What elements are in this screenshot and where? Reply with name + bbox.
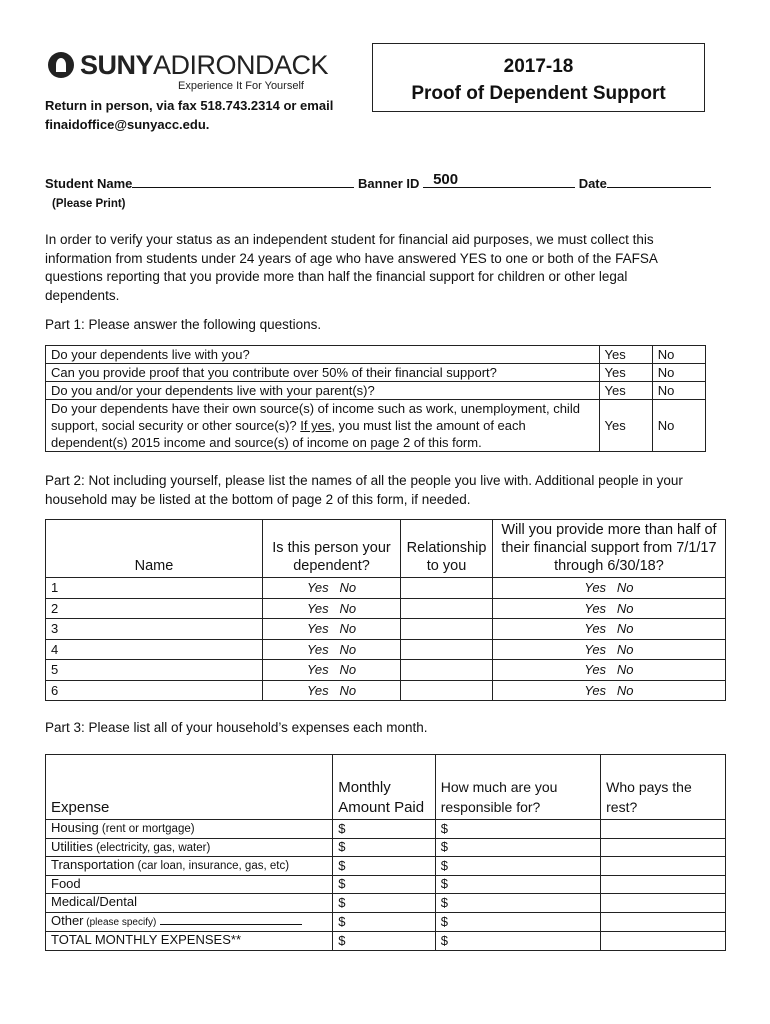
student-info-line: Student Name Banner ID 500 Date	[45, 175, 711, 191]
table-row: Food $ $	[46, 875, 726, 894]
please-print-note: (Please Print)	[52, 198, 126, 210]
form-title-box	[372, 43, 705, 112]
yes-option[interactable]: Yes	[599, 382, 652, 400]
table-header-row	[46, 520, 726, 578]
part3-table	[45, 754, 726, 951]
intro-paragraph: In order to verify your status as an independent student for financial aid purposes, we must collect this information from students under 24 years of age who have answered YES to one or both of the FAFSA questions reporting that you provide more than half the financial support for children or other legal dependents.	[45, 232, 658, 303]
form-title: Proof of Dependent Support	[411, 83, 666, 104]
yes-option[interactable]: Yes	[599, 400, 652, 452]
email-link[interactable]: finaidoffice@sunyacc.edu.	[45, 117, 210, 132]
date-field[interactable]	[607, 175, 711, 188]
banner-id-field[interactable]: 500	[423, 175, 575, 188]
part1-label: Part 1: Please answer the following questions.	[45, 317, 322, 332]
table-row: 3 Yes No Yes No	[46, 619, 726, 640]
table-header-row	[46, 755, 726, 820]
table-row: Housing (rent or mortgage) $ $	[46, 820, 726, 839]
other-specify-field[interactable]	[160, 915, 302, 925]
table-row: 2 Yes No Yes No	[46, 598, 726, 619]
table-row: TOTAL MONTHLY EXPENSES** $ $	[46, 932, 726, 951]
no-option[interactable]: No	[652, 346, 705, 364]
part1-table	[45, 345, 706, 452]
part3-label: Part 3: Please list all of your household’s expenses each month.	[45, 720, 428, 735]
table-row: 4 Yes No Yes No	[46, 639, 726, 660]
no-option[interactable]: No	[652, 382, 705, 400]
header-rest: Who pays the rest?	[601, 755, 726, 820]
table-row: Do your dependents have their own source(s) of income such as work, unemployment, child support, social security or other source(s)? If yes, you must list the amount of each dependent(s) 2015 income and source(s) of income on page 2 of this form. Yes No	[46, 400, 706, 452]
yes-option[interactable]: Yes	[599, 346, 652, 364]
no-option[interactable]: No	[652, 400, 705, 452]
header-relationship: Relationship to you	[401, 520, 493, 578]
header-monthly: Monthly Amount Paid	[333, 755, 436, 820]
table-row: Other (please specify) $ $	[46, 912, 726, 932]
return-instructions: Return in person, via fax 518.743.2314 or email finaidoffice@sunyacc.edu.	[45, 96, 345, 134]
table-row: Do you and/or your dependents live with your parent(s)? Yes No	[46, 382, 706, 400]
table-row: Do your dependents live with you? Yes No	[46, 346, 706, 364]
logo-wordmark: SUNYADIRONDACK	[80, 50, 329, 80]
header-expense: Expense	[46, 755, 333, 820]
table-row: 6 Yes No Yes No	[46, 680, 726, 701]
logo-icon	[48, 52, 74, 78]
table-row: 1 Yes No Yes No	[46, 578, 726, 599]
header-support: Will you provide more than half of their financial support from 7/1/17 through 6/30/18?	[492, 520, 725, 578]
no-option[interactable]: No	[652, 364, 705, 382]
header-responsible: How much are you responsible for?	[435, 755, 600, 820]
header-dependent: Is this person your dependent?	[262, 520, 400, 578]
table-row: Utilities (electricity, gas, water) $ $	[46, 838, 726, 857]
student-name-field[interactable]	[132, 175, 354, 188]
form-year: 2017-18	[503, 56, 574, 77]
yes-option[interactable]: Yes	[599, 364, 652, 382]
table-row: Can you provide proof that you contribute over 50% of their financial support? Yes No	[46, 364, 706, 382]
table-row: Medical/Dental $ $	[46, 894, 726, 913]
logo-tagline: Experience It For Yourself	[178, 80, 304, 92]
table-row: 5 Yes No Yes No	[46, 660, 726, 681]
part2-label: Part 2: Not including yourself, please list the names of all the people you live with. Additional people in your household may be listed at the bottom of page 2 of this form, if needed.	[45, 473, 683, 507]
header-name: Name	[46, 520, 263, 578]
table-row: Transportation (car loan, insurance, gas, etc) $ $	[46, 857, 726, 876]
part2-table	[45, 519, 726, 701]
